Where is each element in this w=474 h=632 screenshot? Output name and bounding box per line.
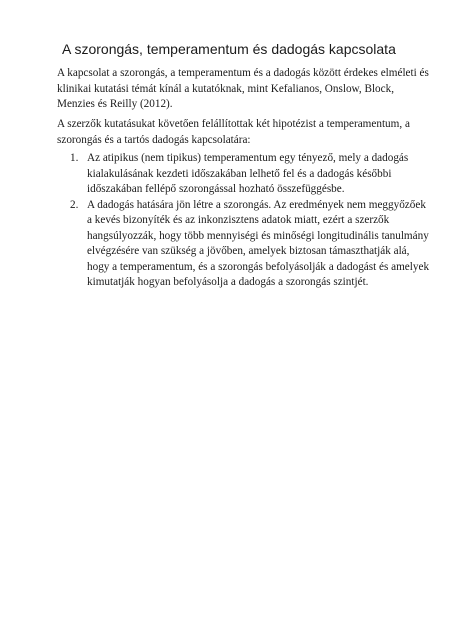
list-item-number: 2.	[70, 198, 79, 211]
hypothesis-list	[70, 151, 465, 291]
document-title: A szorongás, temperamentum és dadogás kapcsolata	[62, 41, 396, 57]
paragraph-line: A szerzők kutatásukat követően felállítottak két hipotézist a temperamentum, a	[57, 118, 410, 130]
list-item-line: időszakában fellépő szorongással hozható összefüggésbe.	[87, 183, 345, 195]
list-item-line: hangsúlyozzák, hogy több mennyiségi és minőségi longitudinális tanulmány	[87, 229, 429, 242]
list-item-line: kimutatják hogyan befolyásolja a dadogás a szorongás szintjét.	[87, 276, 369, 288]
paragraph-line: A kapcsolat a szorongás, a temperamentum és a dadogás között érdekes elméleti és	[57, 67, 429, 79]
hypothesis-intro-paragraph	[57, 117, 452, 148]
list-item-line: A dadogás hatására jön létre a szorongás. Az eredmények nem meggyőzőek	[87, 198, 426, 211]
list-item-line: a kevés bizonyíték és az inkonzisztens adatok miatt, ezért a szerzők	[87, 214, 390, 226]
list-item-line: kialakulásának kezdeti időszakában lelhető fel és a dadogás későbbi	[87, 167, 392, 180]
intro-paragraph	[57, 66, 452, 113]
paragraph-line: klinikai kutatási témát kínál a kutatóknak, mint Kefalianos, Onslow, Block,	[57, 82, 395, 95]
list-item-line: hogy a temperamentum, és a szorongás befolyásolják a dadogást és amelyek	[87, 260, 430, 273]
list-item	[70, 198, 465, 291]
list-item-number: 1.	[70, 152, 79, 164]
list-item-line: elvégzésére van szükség a jövőben, amelyek biztosan támaszthatják alá,	[87, 245, 410, 257]
paragraph-line: szorongás és a tartós dadogás kapcsolatára:	[57, 133, 251, 146]
list-item-line: Az atipikus (nem tipikus) temperamentum egy tényező, mely a dadogás	[87, 152, 409, 164]
list-item	[70, 151, 465, 198]
paragraph-line: Menzies és Reilly (2012).	[57, 98, 173, 110]
